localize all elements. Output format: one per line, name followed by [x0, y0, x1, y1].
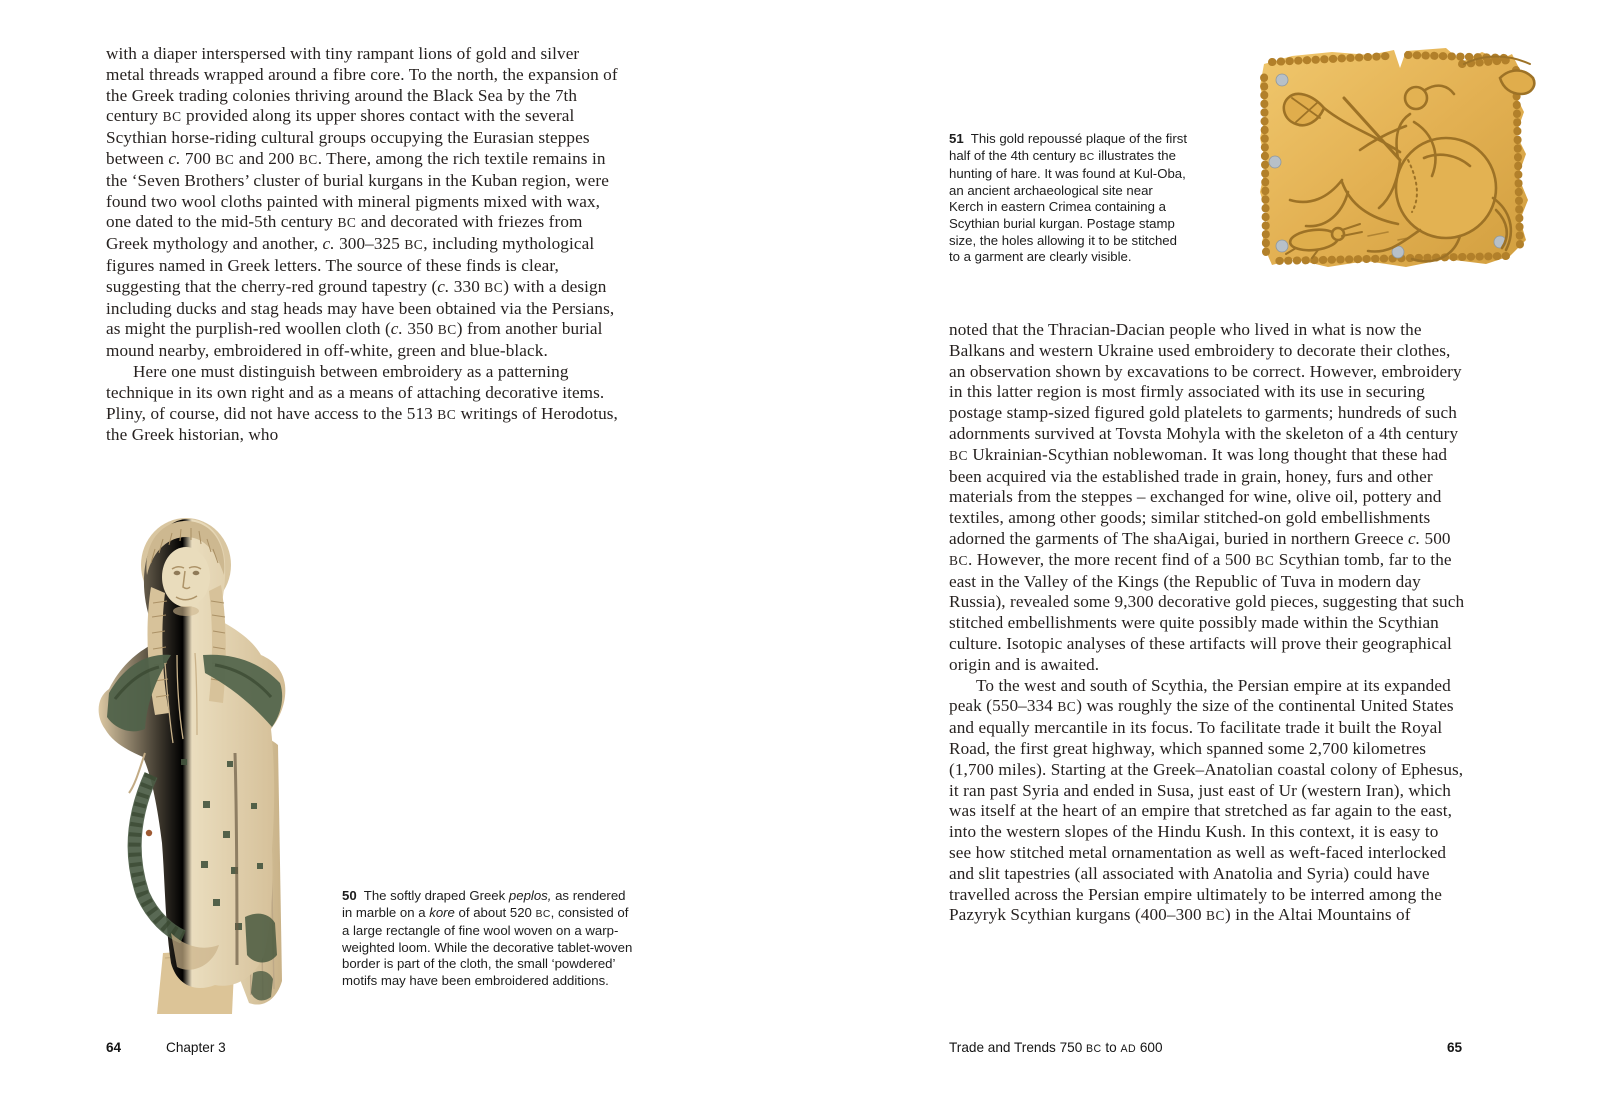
kore-statue-figure [85, 503, 301, 1015]
gold-plaque-photo [1248, 40, 1540, 282]
right-running-title: Trade and Trends 750 BC to AD 600 [949, 1040, 1163, 1055]
left-page-number: 64 [106, 1040, 122, 1055]
paragraph: noted that the Thracian-Dacian people who lived in what is now the Balkans and western Ukraine used embroidery to decorate their clothes, an observation shown by excavations to be correct. However, embroidery in this latter region is most firmly associated with its use in securing postage stamp-sized figured gold platelets to garments; hundreds of such adornments survived at Tovsta Mohyla with the skeleton of a 4th century BC Ukrainian-Scythian noblewoman. It was long thought that these had been acquired via the established trade in grain, honey, furs and other materials from the steppes – exchanged for wine, olive oil, pottery and textiles, among other goods; similar stitched-on gold embellishments adorned the garments of The shaAigai, buried in northern Greece c. 500 BC. However, the more recent find of a 500 BC Scythian tomb, far to the east in the Valley of the Kings (the Republic of Tuva in modern day Russia), revealed some 9,300 decorative gold pieces, suggesting that such stitched embellishments were quite possibly made within the Scythian culture. Isotopic analyses of these artifacts will prove their geographical origin and is awaited. [949, 320, 1465, 674]
caption-50 [342, 888, 634, 990]
right-page-body [949, 320, 1465, 927]
left-running-title: Chapter 3 [166, 1040, 226, 1055]
caption-51 [949, 131, 1189, 266]
paragraph: Here one must distinguish between embroidery as a patterning technique in its own right and as a means of attaching decorative items. Pliny, of course, did not have access to the 513 BC writings of Herodotus, the Greek historian, who [106, 361, 618, 445]
horse-hindquarters [1396, 138, 1496, 238]
caption-50-text: 50 The softly draped Greek peplos, as rendered in marble on a kore of about 520 BC, consisted of a large rectangle of fine wool woven on a warp-weighted loom. While the decorative tablet-woven border is part of the cloth, the small ‘powdered’ motifs may have been embroidered additions. [342, 888, 633, 988]
right-page-number: 65 [1447, 1040, 1463, 1055]
left-page-body [106, 44, 622, 446]
statue-face [162, 547, 210, 607]
paragraph: To the west and south of Scythia, the Persian empire at its expanded peak (550–334 BC) was roughly the size of the continental United States and equally mercantile in its focus. To facilitate trade it built the Royal Road, the first great highway, which spanned some 2,700 kilometres (1,700 miles). Starting at the Greek–Anatolian coastal colony of Ephesus, it ran past Syria and ended in Susa, just east of Ur (western Iran), which was itself at the heart of an empire that stretched as far again to the east, into the western slopes of the Hindu Kush. In this context, it is easy to see how stitched metal ornamentation as well as weft-faced interlocked and slit tapestries (all associated with Anatolia and Syria) could have travelled across the Persian empire ultimately to be interred among the Pazyryk Scythian kurgans (400–300 BC) in the Altai Mountains of [949, 675, 1464, 925]
gold-plaque-figure [1248, 40, 1540, 282]
paragraph: with a diaper interspersed with tiny rampant lions of gold and silver metal threads wrapped around a fibre core. To the north, the expansion of the Greek trading colonies thriving around the Black Sea by the 7th century BC provided along its upper shores contact with the several Scythian horse-riding cultural groups occupying the Eurasian steppes between c. 700 BC and 200 BC. There, among the rich textile remains in the ‘Seven Brothers’ cluster of burial kurgans in the Kuban region, were found two wool cloths painted with mineral pigments mixed with wax, one dated to the mid-5th century BC and decorated with friezes from Greek mythology and another, c. 300–325 BC, including mythological figures named in Greek letters. The source of these finds is clear, suggesting that the cherry-red ground tapestry (c. 330 BC) with a design including ducks and stag heads may have been obtained via the Persians, as might the purplish-red woollen cloth (c. 350 BC) from another burial mound nearby, embroidered in off-white, green and blue-black. [106, 44, 618, 361]
caption-51-text: 51 This gold repoussé plaque of the first half of the 4th century BC illustrates the hunting of hare. It was found at Kul-Oba, an ancient archaeological site near Kerch in eastern Crimea containing a Scythian burial kurgan. Postage stamp size, the holes allowing it to be stitched to a garment are clearly visible. [949, 131, 1188, 265]
kore-statue-photo [85, 503, 301, 1015]
